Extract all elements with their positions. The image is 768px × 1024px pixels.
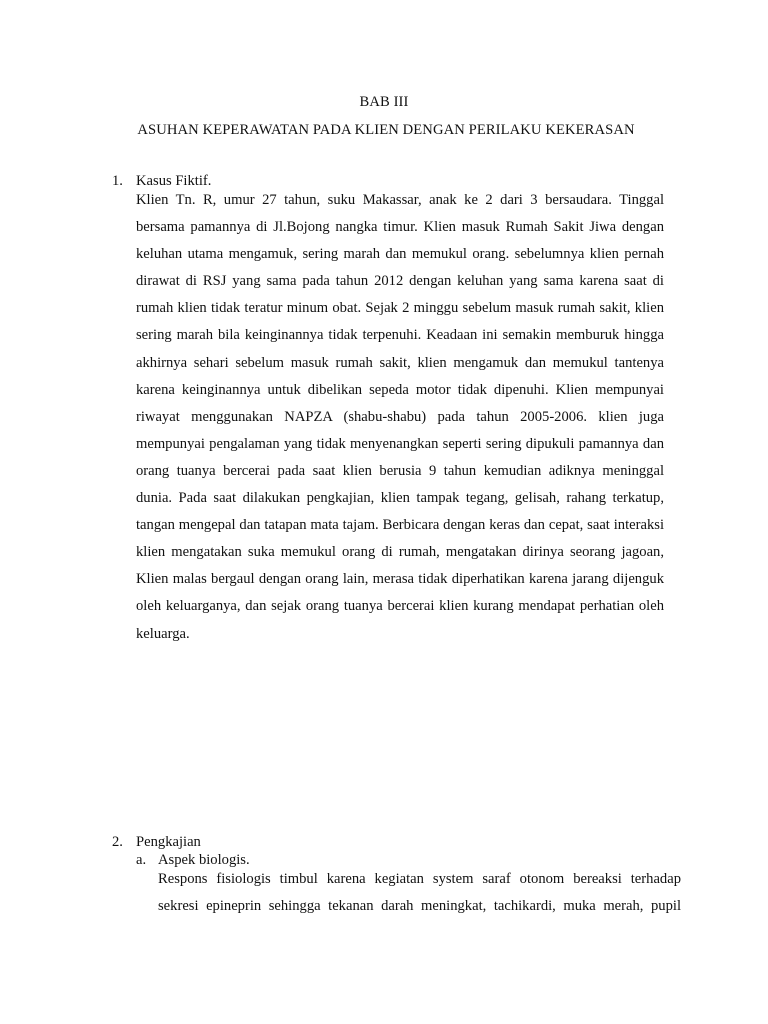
paragraph-line: akhirnya sehari sebelum masuk rumah sakit, klien mengamuk dan memukul tantenya (136, 354, 664, 371)
chapter-heading: BAB III (359, 94, 409, 110)
paragraph-line: sering marah bila keinginannya tidak terpenuhi. Keadaan ini semakin memburuk hingga (136, 327, 664, 344)
paragraph-line: oleh keluarganya, dan sejak orang tuanya bercerai klien kurang mendapat perhatian oleh (136, 598, 664, 615)
paragraph-line: dirawat di RSJ yang sama pada tahun 2012 dengan keluhan yang sama karena saat di (136, 273, 664, 290)
paragraph-line: keluhan utama mengamuk, sering marah dan memukul orang. sebelumnya klien pernah (136, 246, 664, 263)
section-1-number: 1. (112, 173, 123, 189)
document-title: ASUHAN KEPERAWATAN PADA KLIEN DENGAN PERILAKU KEKERASAN (137, 122, 635, 138)
section-2-heading: Pengkajian (136, 834, 201, 850)
paragraph-line: orang tuanya bercerai pada saat klien berusia 9 tahun kemudian adiknya meninggal (136, 462, 664, 479)
paragraph-line: Respons fisiologis timbul karena kegiatan system saraf otonom bereaksi terhadap (158, 871, 681, 887)
paragraph-line: tangan mengepal dan tatapan mata tajam. Berbicara dengan keras dan cepat, saat interaksi (136, 517, 664, 534)
paragraph-line: bersama pamannya di Jl.Bojong nangka timur. Klien masuk Rumah Sakit Jiwa dengan (136, 219, 664, 236)
subsection-a-heading: Aspek biologis. (158, 852, 250, 868)
subsection-a-paragraph (158, 870, 681, 924)
paragraph-line: Klien Tn. R, umur 27 tahun, suku Makassar, anak ke 2 dari 3 bersaudara. Tinggal (136, 192, 664, 208)
paragraph-line: karena keinginannya untuk dibelikan sepeda motor tidak dipenuhi. Klien mempunyai (136, 381, 664, 398)
paragraph-line: riwayat menggunakan NAPZA (shabu-shabu) pada tahun 2005-2006. klien juga (136, 408, 664, 425)
paragraph-line: mempunyai pengalaman yang tidak menyenangkan seperti sering dipukuli pamannya dan (136, 435, 664, 452)
section-1-paragraph (136, 191, 664, 652)
paragraph-line: klien mengatakan suka memukul orang di rumah, mengatakan dirinya seorang jagoan, (136, 544, 664, 561)
paragraph-line: dunia. Pada saat dilakukan pengkajian, klien tampak tegang, gelisah, rahang terkatup, (136, 490, 664, 507)
subsection-a-letter: a. (136, 852, 147, 868)
paragraph-line: rumah klien tidak teratur minum obat. Sejak 2 minggu sebelum masuk rumah sakit, klien (136, 300, 664, 317)
paragraph-line: keluarga. (136, 625, 190, 642)
paragraph-line: Klien malas bergaul dengan orang lain, merasa tidak diperhatikan karena jarang dijenguk (136, 571, 664, 588)
paragraph-line: sekresi epineprin sehingga tekanan darah meningkat, tachikardi, muka merah, pupil (158, 898, 681, 915)
section-2-number: 2. (112, 834, 123, 850)
section-1-heading: Kasus Fiktif. (136, 173, 212, 189)
